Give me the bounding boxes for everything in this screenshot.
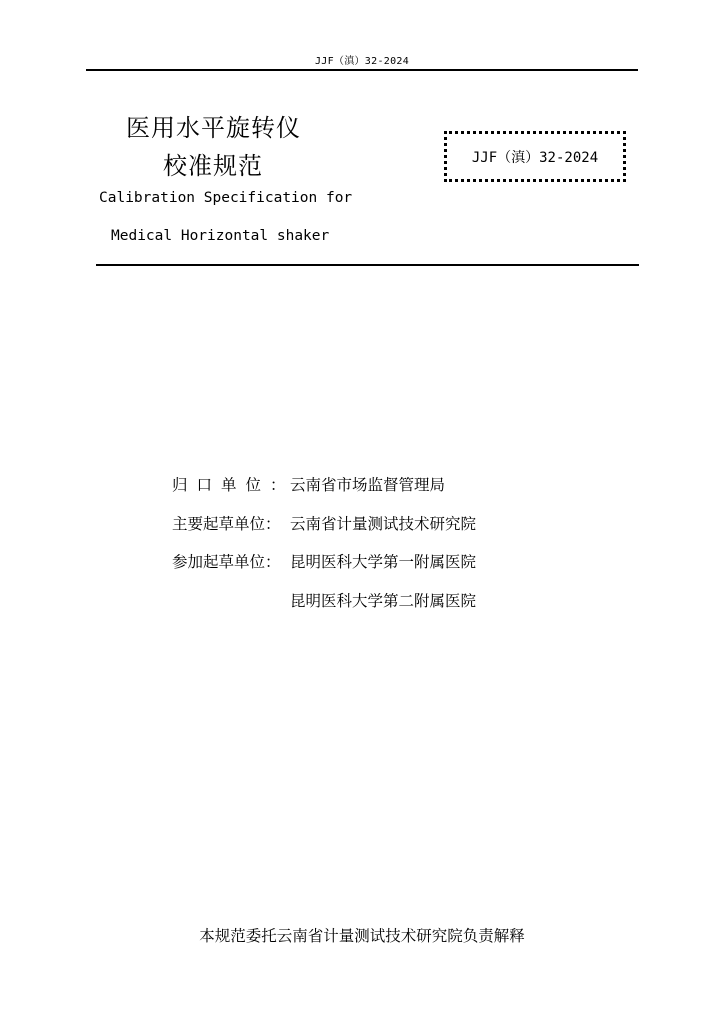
- interpretation-note: 本规范委托云南省计量测试技术研究院负责解释: [199, 927, 525, 945]
- responsible-unit-value: 云南省市场监督管理局: [290, 476, 446, 494]
- responsible-unit-row: [172, 473, 445, 495]
- drafting-unit-value: 云南省计量测试技术研究院: [290, 515, 477, 533]
- participating-unit-row: [172, 550, 476, 572]
- title-english-line2: Medical Horizontal shaker: [111, 228, 330, 244]
- specification-code-box: [444, 131, 626, 182]
- specification-code: JJF（滇）32-2024: [471, 149, 599, 166]
- drafting-unit-label: 主要起草单位：: [172, 515, 281, 533]
- responsible-unit-label: 归口单位：: [172, 476, 295, 494]
- participating-unit-label: 参加起草单位：: [172, 553, 281, 571]
- participating-unit-label-spacer: [172, 589, 290, 611]
- running-header-code: JJF（滇）32-2024: [314, 56, 410, 67]
- title-chinese-line2: 校准规范: [163, 152, 263, 180]
- title-chinese-line1: 医用水平旋转仪: [126, 114, 301, 142]
- participating-unit-value-1: 昆明医科大学第一附属医院: [290, 553, 477, 571]
- title-english-line1: Calibration Specification for: [99, 190, 353, 206]
- participating-unit-row-2: [172, 589, 476, 611]
- drafting-unit-row: [172, 512, 476, 534]
- header-rule: [86, 69, 638, 71]
- participating-unit-value-2: 昆明医科大学第二附属医院: [290, 592, 477, 610]
- title-rule: [96, 264, 639, 266]
